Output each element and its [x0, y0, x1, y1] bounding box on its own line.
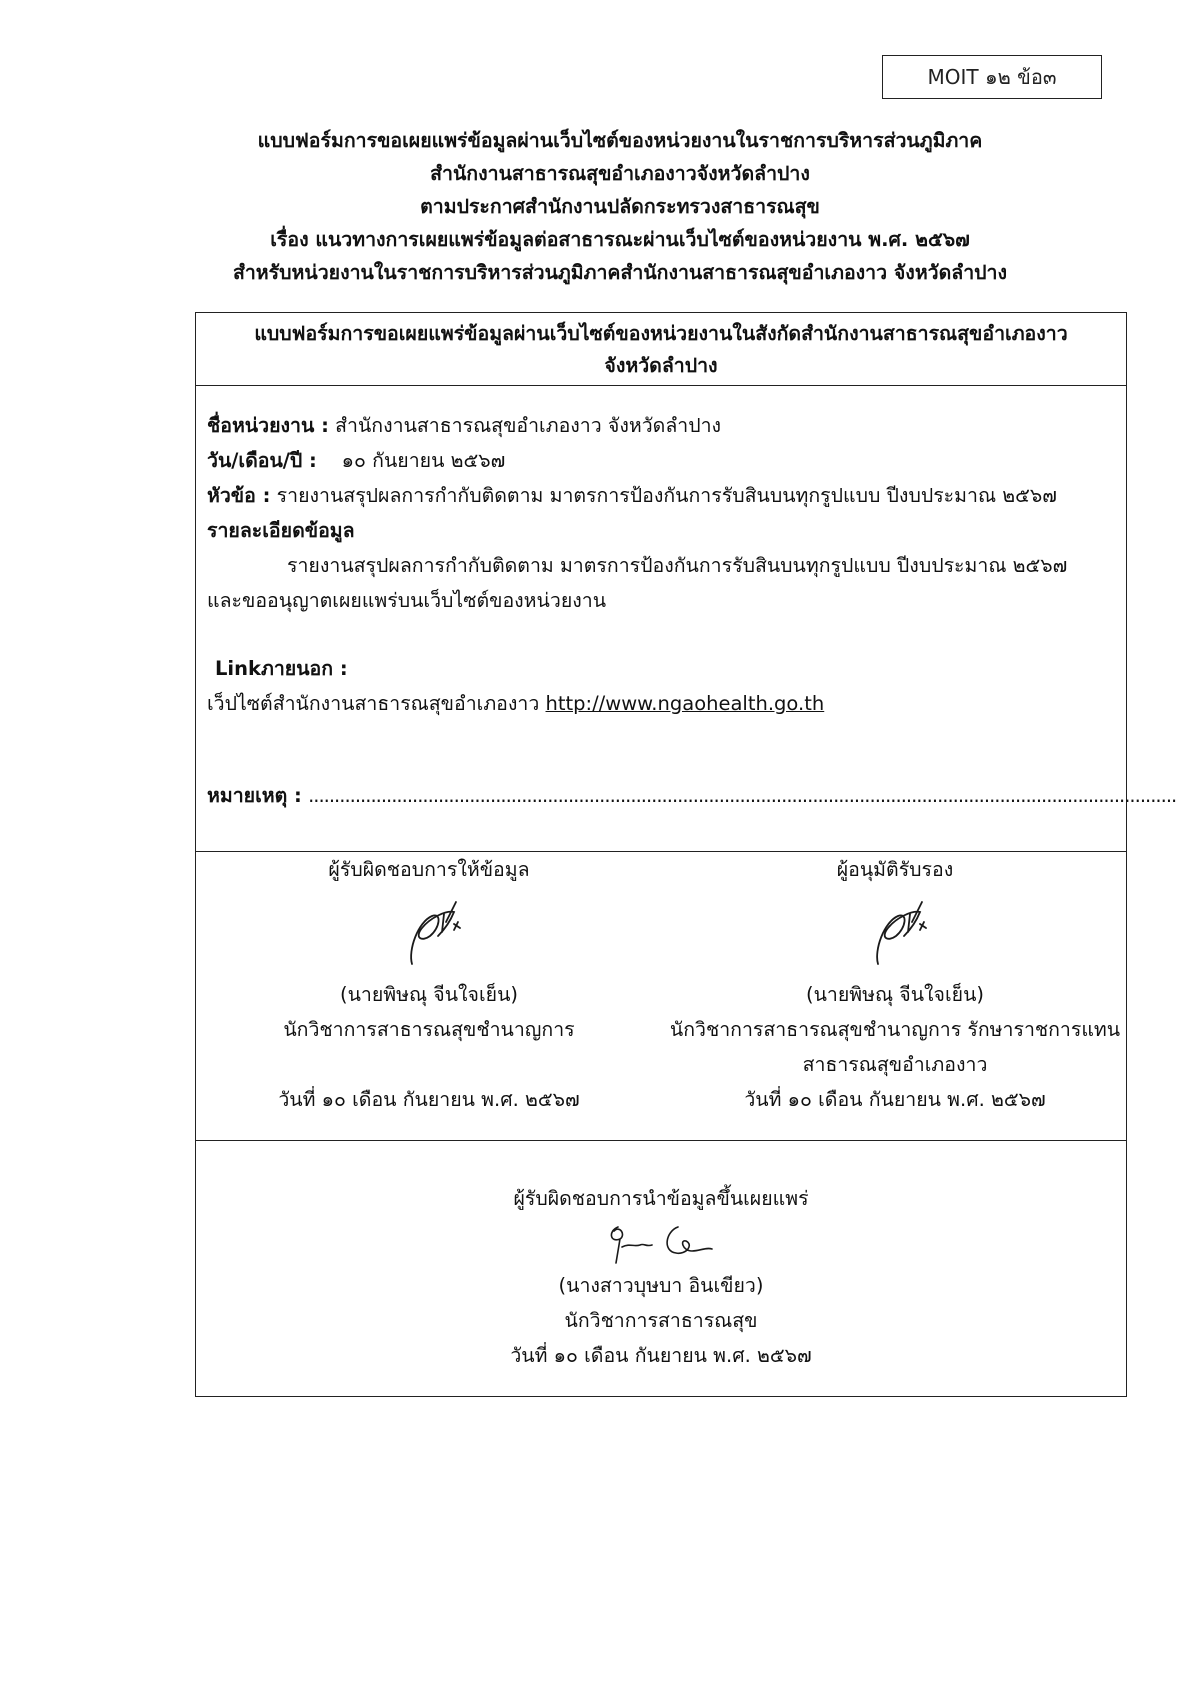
signature-left [196, 887, 662, 977]
header-line-4: เรื่อง แนวทางการเผยแพร่ข้อมูลต่อสาธารณะผ่านเว็บไซต์ของหน่วยงาน พ.ศ. ๒๕๖๗ [270, 228, 970, 251]
signer-right-position-2: สาธารณสุขอำเภองาว [802, 1053, 988, 1076]
topic-value: รายงานสรุปผลการกำกับติดตาม มาตรการป้องกันการรับสินบนทุกรูปแบบ ปีงบประมาณ ๒๕๖๗ [276, 484, 1057, 507]
link-prefix: เว็ปไซต์สำนักงานสาธารณสุขอำเภองาว [207, 692, 540, 715]
document-code-box [882, 55, 1102, 99]
header-line-1: แบบฟอร์มการขอเผยแพร่ข้อมูลผ่านเว็บไซต์ของหน่วยงานในราชการบริหารส่วนภูมิภาค [257, 129, 983, 152]
signer-left [196, 852, 662, 1117]
link-label: Linkภายนอก : [215, 657, 348, 680]
document-header [160, 124, 1080, 289]
signer-right [662, 852, 1128, 1117]
document-code: MOIT ๑๒ ข้อ๓ [927, 65, 1057, 89]
signer-right-position-1: นักวิชาการสาธารณสุขชำนาญการ รักษาราชการแทน [669, 1018, 1121, 1041]
publisher-name: (นางสาวบุษบา อินเขียว) [558, 1274, 764, 1297]
detail-label: รายละเอียดข้อมูล [207, 519, 355, 542]
remark-row [207, 778, 1177, 813]
header-line-3: ตามประกาศสำนักงานปลัดกระทรวงสาธารณสุข [420, 195, 820, 218]
publisher-position: นักวิชาการสาธารณสุข [564, 1309, 758, 1332]
form-body [207, 408, 1177, 813]
form-frame [195, 312, 1177, 1397]
header-line-2: สำนักงานสาธารณสุขอำเภองาวจังหวัดลำปาง [430, 162, 810, 185]
publisher-date: วันที่ ๑๐ เดือน กันยายน พ.ศ. ๒๕๖๗ [510, 1344, 812, 1367]
topic-label: หัวข้อ : [207, 484, 271, 507]
signer-right-date: วันที่ ๑๐ เดือน กันยายน พ.ศ. ๒๕๖๗ [744, 1088, 1046, 1111]
signer-left-name: (นายพิษณุ จีนใจเย็น) [339, 983, 519, 1006]
signer-left-position: นักวิชาการสาธารณสุขชำนาญการ [283, 1018, 575, 1041]
remark-dots: ....................................................................................................................................................................... [308, 784, 1177, 807]
signature-mark [850, 892, 940, 972]
link-row [207, 686, 1117, 721]
form-title-line-2: จังหวัดลำปาง [604, 354, 718, 377]
agency-label: ชื่อหน่วยงาน : [207, 414, 329, 437]
signature-mark [596, 1217, 726, 1267]
signature-right [662, 887, 1128, 977]
date-row [207, 443, 1117, 478]
signer-left-date: วันที่ ๑๐ เดือน กันยายน พ.ศ. ๒๕๖๗ [278, 1088, 580, 1111]
form-title-line-1: แบบฟอร์มการขอเผยแพร่ข้อมูลผ่านเว็บไซต์ของหน่วยงานในสังกัดสำนักงานสาธารณสุขอำเภองาว [254, 322, 1068, 345]
form-title [196, 313, 1126, 386]
detail-line-2: และขออนุญาตเผยแพร่บนเว็บไซต์ของหน่วยงาน [207, 589, 607, 612]
link-heading [207, 651, 1117, 686]
agency-value: สำนักงานสาธารณสุขอำเภองาว จังหวัดลำปาง [335, 414, 722, 437]
detail-heading [207, 513, 1117, 548]
signature-publisher [196, 1216, 1126, 1268]
signer-left-role: ผู้รับผิดชอบการให้ข้อมูล [328, 858, 530, 881]
topic-row [207, 478, 1117, 513]
publisher-section [196, 1141, 1126, 1373]
signature-section [196, 851, 1126, 1141]
signature-mark [384, 892, 474, 972]
detail-line-1: รายงานสรุปผลการกำกับติดตาม มาตรการป้องกันการรับสินบนทุกรูปแบบ ปีงบประมาณ ๒๕๖๗ [287, 554, 1068, 577]
remark-label: หมายเหตุ : [207, 784, 302, 807]
website-link[interactable]: http://www.ngaohealth.go.th [545, 692, 825, 715]
date-label: วัน/เดือน/ปี : [207, 449, 317, 472]
publisher-role: ผู้รับผิดชอบการนำข้อมูลขึ้นเผยแพร่ [513, 1187, 809, 1210]
date-value: ๑๐ กันยายน ๒๕๖๗ [341, 449, 506, 472]
signer-right-name: (นายพิษณุ จีนใจเย็น) [805, 983, 985, 1006]
header-line-5: สำหรับหน่วยงานในราชการบริหารส่วนภูมิภาคสำนักงานสาธารณสุขอำเภองาว จังหวัดลำปาง [232, 261, 1008, 284]
signer-right-role: ผู้อนุมัติรับรอง [836, 858, 954, 881]
agency-row [207, 408, 1117, 443]
